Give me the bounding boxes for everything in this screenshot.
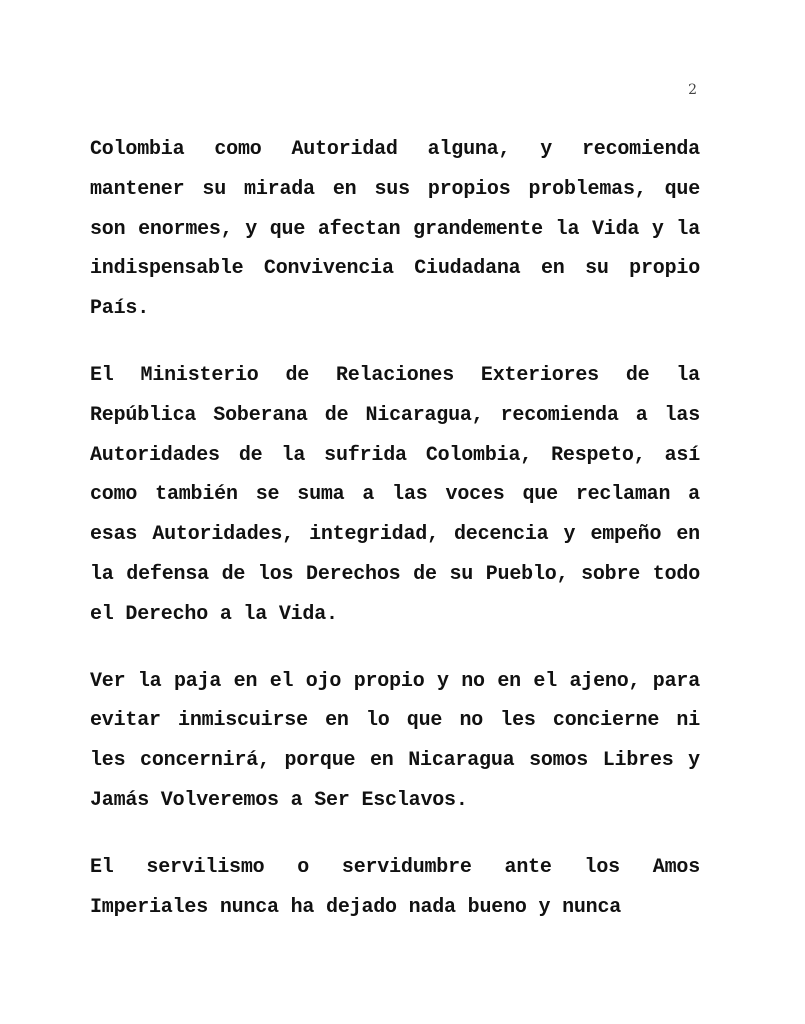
paragraph-2: El Ministerio de Relaciones Exteriores de la República Soberana de Nicaragua, recomienda a las Autoridades de la sufrida Colombia, Respeto, así como también se suma a las voces que reclaman a esas Autoridades, integridad, decencia y empeño en la defensa de los Derechos de su Pueblo, sobre todo el Derecho a la Vida.	[90, 363, 700, 626]
paragraph-1: Colombia como Autoridad alguna, y recomienda mantener su mirada en sus propios problemas, que son enormes, y que afectan grandemente la Vida y la indispensable Convivencia Ciudadana en su propio País.	[90, 138, 700, 321]
page-number: 2	[688, 82, 697, 98]
paragraph-3: Ver la paja en el ojo propio y no en el ajeno, para evitar inmiscuirse en lo que no les concierne ni les concernirá, porque en Nicaragua somos Libres y Jamás Volveremos a Ser Esclavos.	[90, 669, 700, 812]
paragraph-4: El servilismo o servidumbre ante los Amos Imperiales nunca ha dejado nada bueno y nunca	[90, 855, 700, 919]
document-body	[90, 130, 700, 954]
